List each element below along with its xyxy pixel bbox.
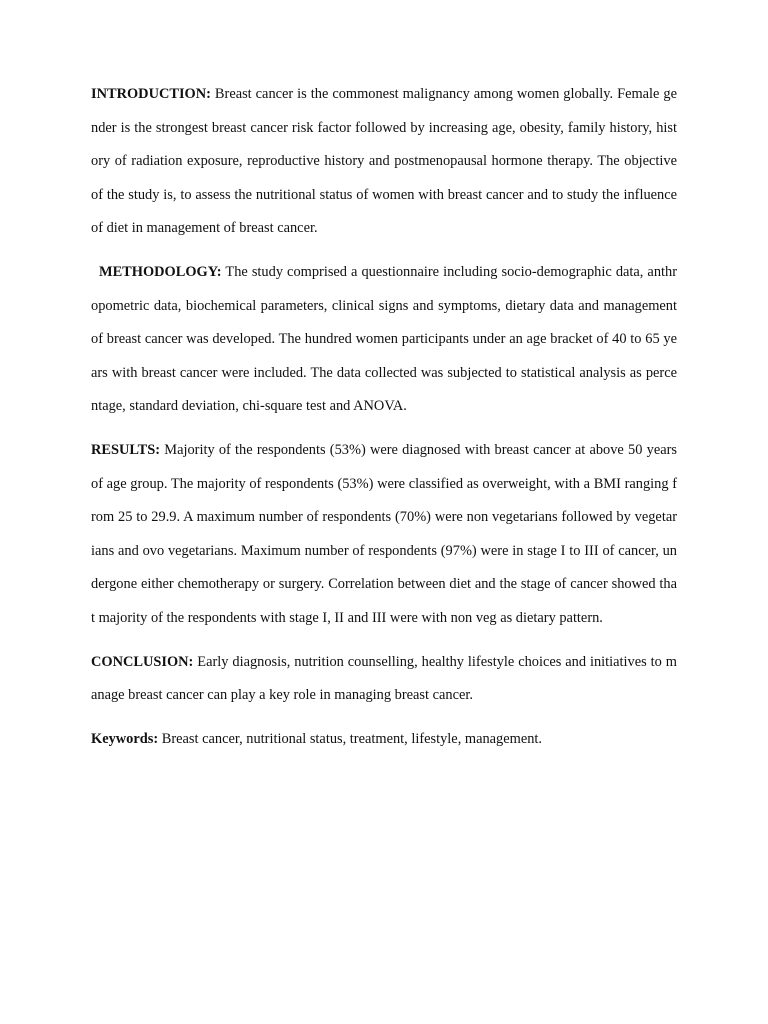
results-text: Majority of the respondents (53%) were diagnosed with breast cancer at above 50 years of age group. The majority of respondents (53%) were classified as overweight, with a BMI ranging from 25 to 29.9. A maximum number of respondents (70%) were non vegetarians followed by vegetarians and ovo vegetarians. Maximum number of respondents (97%) were in stage I to III of cancer, undergone either chemotherapy or surgery. Correlation between diet and the stage of cancer showed that majority of the respondents with stage I, II and III were with non veg as dietary pattern.: [91, 441, 677, 626]
methodology-text: The study comprised a questionnaire including socio-demographic data, anthropometric data, biochemical parameters, clinical signs and symptoms, dietary data and management of breast cancer was developed. The hundred women participants under an age bracket of 40 to 65 years with breast cancer were included. The data collected was subjected to statistical analysis as percentage, standard deviation, chi-square test and ANOVA.: [91, 263, 677, 415]
methodology-heading: METHODOLOGY:: [99, 263, 222, 280]
methodology-paragraph: [91, 256, 677, 424]
results-heading: RESULTS:: [91, 441, 161, 458]
conclusion-paragraph: [91, 646, 677, 713]
conclusion-text: Early diagnosis, nutrition counselling, healthy lifestyle choices and initiatives to manage breast cancer can play a key role in managing breast cancer.: [91, 653, 677, 704]
introduction-paragraph: [91, 78, 677, 246]
introduction-heading: INTRODUCTION:: [91, 86, 211, 102]
conclusion-heading: CONCLUSION:: [91, 653, 194, 670]
keywords-heading: Keywords:: [91, 730, 159, 747]
results-paragraph: [91, 434, 677, 636]
introduction-text: Breast cancer is the commonest malignancy among women globally. Female gender is the strongest breast cancer risk factor followed by increasing age, obesity, family history, history of radiation exposure, reproductive history and postmenopausal hormone therapy. The objective of the study is, to assess the nutritional status of women with breast cancer and to study the influence of diet in management of breast cancer.: [91, 86, 677, 237]
abstract-page: [91, 78, 677, 766]
keywords-paragraph: [91, 723, 677, 757]
keywords-text: Breast cancer, nutritional status, treatment, lifestyle, management.: [161, 730, 543, 747]
